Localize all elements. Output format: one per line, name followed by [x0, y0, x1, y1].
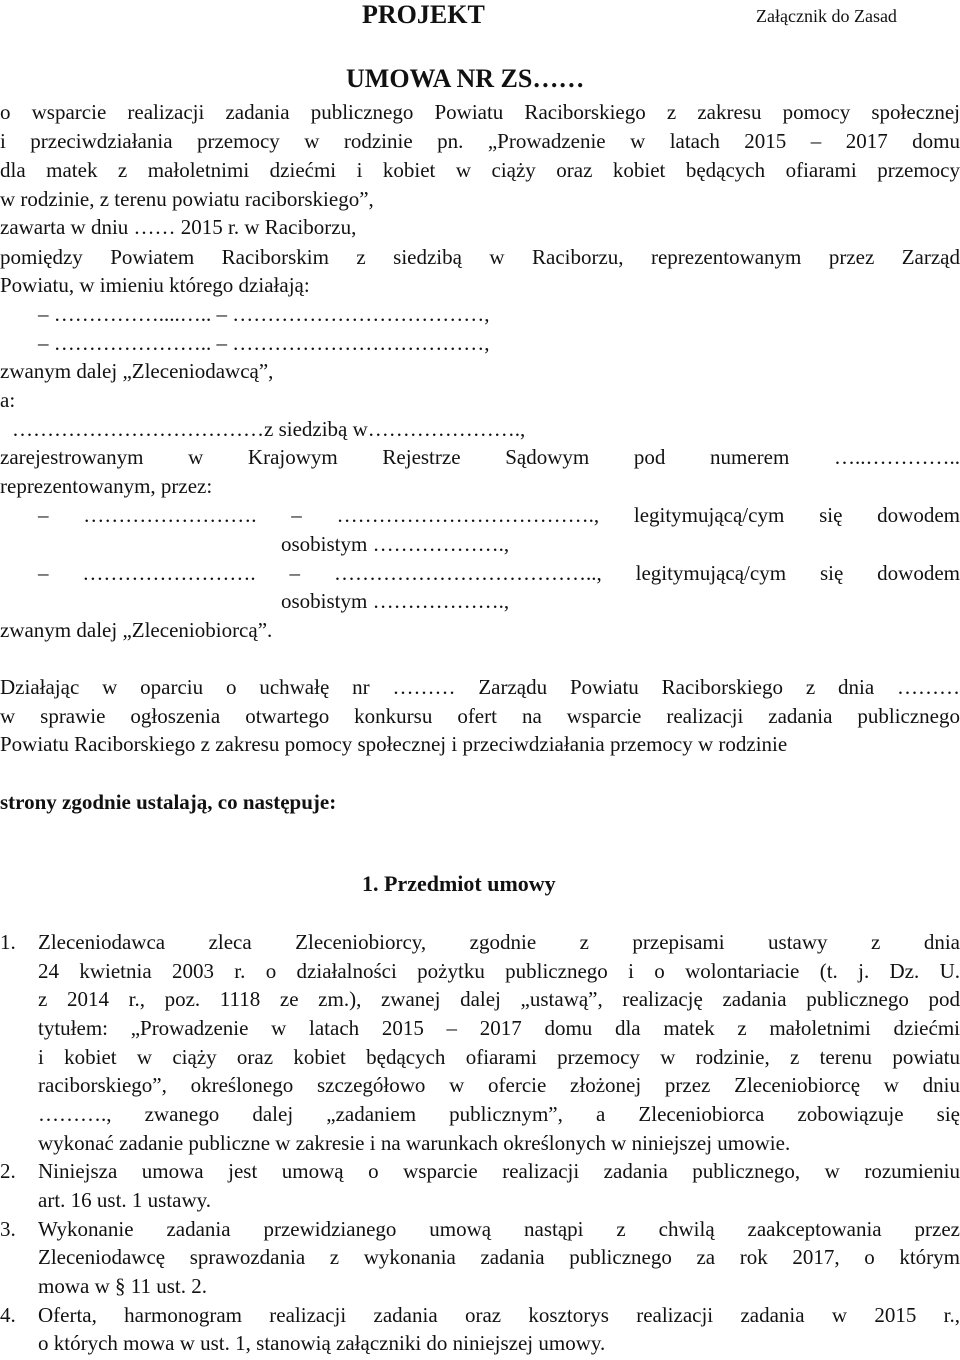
seat-line: ………………………………z siedzibą w…………………., — [12, 417, 526, 441]
basis-line-1: Działając w oparciu o uchwałę nr ……… Zarządu Powiatu Raciborskiego z dnia ……… — [0, 675, 960, 699]
item-4-number: 4. — [0, 1303, 16, 1327]
agreed-heading: strony zgodnie ustalają, co następuje: — [0, 790, 337, 814]
krs-line: zarejestrowanym w Krajowym Rejestrze Sądowym pod numerem …..………….. — [0, 445, 960, 469]
item-1-line-4: tytułem: „Prowadzenie w latach 2015 – 2017 domu dla matek z małoletnimi dziećmi — [38, 1016, 960, 1040]
item-1-line-3: z 2014 r., poz. 1118 ze zm.), zwanej dalej „ustawą”, realizację zadania publicznego pod — [38, 987, 960, 1011]
item-1-line-8: wykonać zadanie publiczne w zakresie i na warunkach określonych w niniejszej umowie. — [38, 1131, 791, 1155]
intro-line-3: dla matek z małoletnimi dziećmi i kobiet w ciąży oraz kobiet będących ofiarami przemocy — [0, 158, 960, 182]
item-4-line-2: o których mowa w ust. 1, stanowią załączniki do niniejszej umowy. — [38, 1331, 606, 1355]
item-1-line-6: raciborskiego”, określonego szczegółowo w ofercie złożonej przez Zleceniobiorcę w dniu — [38, 1073, 960, 1097]
item-3-number: 3. — [0, 1217, 16, 1241]
basis-line-3: Powiatu Raciborskiego z zakresu pomocy społecznej i przeciwdziałania przemocy w rodzinie — [0, 732, 788, 756]
and-label: a: — [0, 388, 16, 412]
item-2-line-2: art. 16 ust. 1 ustawy. — [38, 1188, 212, 1212]
person-1-id: osobistym ………………., — [281, 532, 510, 556]
attachment-note: Załącznik do Zasad — [756, 6, 897, 26]
item-1-line-5: i kobiet w ciąży oraz kobiet będących ofiarami przemocy w rodzinie, z terenu powiatu — [38, 1045, 960, 1069]
item-4-line-1: Oferta, harmonogram realizacji zadania oraz kosztorys realizacji zadania w 2015 r., — [38, 1303, 960, 1327]
item-1-line-1: Zleceniodawca zleca Zleceniobiorcy, zgodnie z przepisami ustawy z dnia — [38, 930, 960, 954]
basis-line-2: w sprawie ogłoszenia otwartego konkursu ofert na wsparcie realizacji zadania publicznego — [0, 704, 960, 728]
representative-2: – ………………….. – ………………………………, — [38, 331, 490, 355]
zleceniodawca-label: zwanym dalej „Zleceniodawcą”, — [0, 359, 274, 383]
person-2-id: osobistym ………………., — [281, 589, 510, 613]
intro-line-4: w rodzinie, z terenu powiatu raciborskiego”, — [0, 187, 374, 211]
contract-title: UMOWA NR ZS…… — [346, 64, 585, 93]
intro-line-1: o wsparcie realizacji zadania publicznego Powiatu Raciborskiego z zakresu pomocy społecznej — [0, 100, 960, 124]
item-3-line-1: Wykonanie zadania przewidzianego umową nastąpi z chwilą zaakceptowania przez — [38, 1217, 960, 1241]
parties-line-1: pomiędzy Powiatem Raciborskim z siedzibą w Raciborzu, reprezentowanym przez Zarząd — [0, 245, 960, 269]
section-heading: 1. Przedmiot umowy — [362, 871, 556, 896]
represented-by: reprezentowanym, przez: — [0, 474, 213, 498]
item-2-number: 2. — [0, 1159, 16, 1183]
parties-line-2: Powiatu, w imieniu którego działają: — [0, 273, 310, 297]
representative-1: – ……………....….. – ………………………………, — [38, 302, 490, 326]
item-3-line-3: mowa w § 11 ust. 2. — [38, 1274, 207, 1298]
projekt-label: PROJEKT — [362, 0, 485, 29]
zleceniobiorca-label: zwanym dalej „Zleceniobiorcą”. — [0, 618, 273, 642]
item-1-line-2: 24 kwietnia 2003 r. o działalności pożytku publicznego i o wolontariacie (t. j. Dz. U. — [38, 959, 960, 983]
person-1-line: – ……………………. – ………………………………., legitymującą/cym się dowodem — [38, 503, 960, 527]
item-2-line-1: Niniejsza umowa jest umową o wsparcie realizacji zadania publicznego, w rozumieniu — [38, 1159, 960, 1183]
item-3-line-2: Zleceniodawcę sprawozdania z wykonania zadania publicznego za rok 2017, o którym — [38, 1245, 960, 1269]
person-2-line: – ……………………. – ……………………………….., legitymującą/cym się dowodem — [38, 561, 960, 585]
intro-line-2: i przeciwdziałania przemocy w rodzinie pn. „Prowadzenie w latach 2015 – 2017 domu — [0, 129, 960, 153]
contract-date-place: zawarta w dniu …… 2015 r. w Raciborzu, — [0, 215, 357, 239]
item-1-line-7: ………., zwanego dalej „zadaniem publicznym”, a Zleceniobiorca zobowiązuje się — [38, 1102, 960, 1126]
item-1-number: 1. — [0, 930, 16, 954]
